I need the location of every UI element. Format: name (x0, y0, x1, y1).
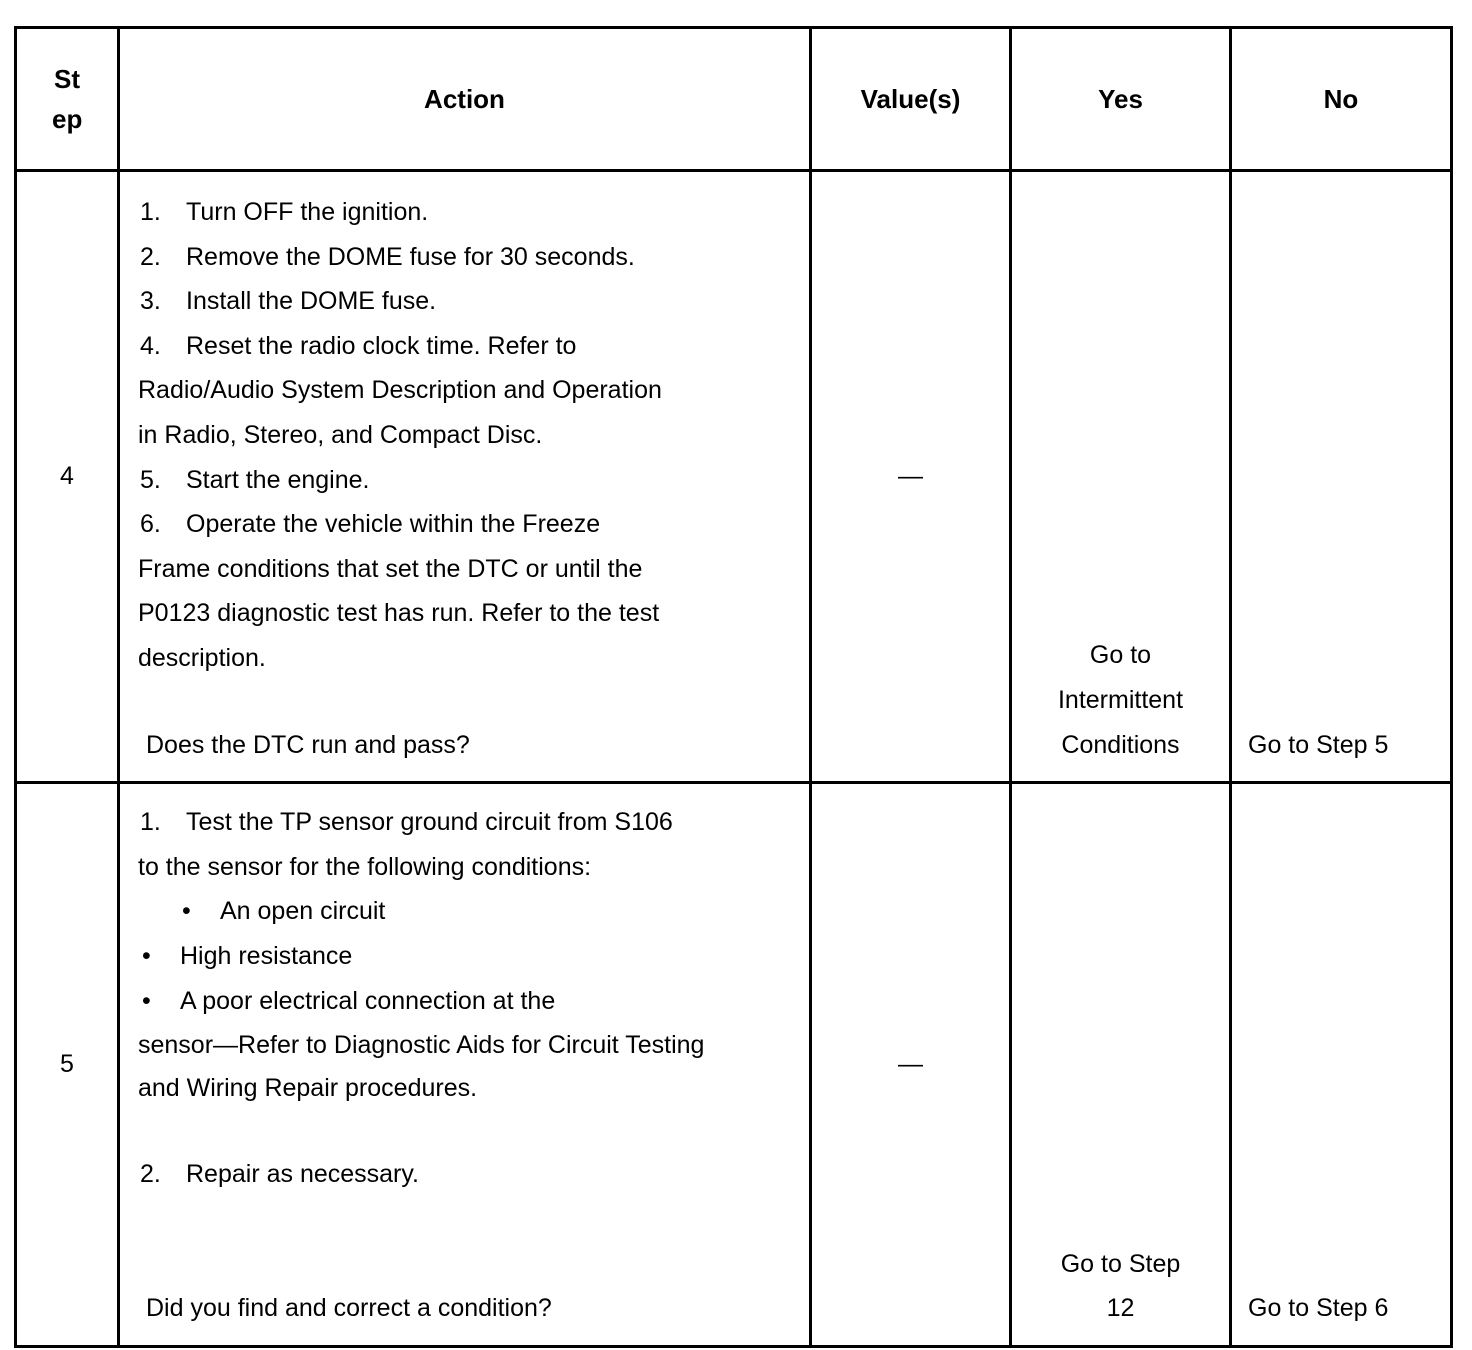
no-cell: Go to Step 5 (1231, 171, 1452, 783)
header-no: No (1231, 28, 1452, 171)
action-line: 2. Repair as necessary. (140, 1159, 419, 1188)
action-question: Does the DTC run and pass? (146, 730, 470, 759)
action-line: 1. Turn OFF the ignition. (140, 198, 429, 226)
no-cell: Go to Step 6 (1231, 783, 1452, 1347)
action-line: sensor—Refer to Diagnostic Aids for Circuit Testing (138, 1031, 705, 1060)
action-line: and Wiring Repair procedures. (138, 1073, 478, 1102)
yes-cell (1011, 171, 1231, 783)
header-step: St ep (16, 28, 119, 171)
header-row (16, 28, 1452, 171)
action-line: 3. Install the DOME fuse. (140, 287, 437, 316)
value-cell: — (811, 783, 1011, 1347)
yes-line: Intermittent (1057, 685, 1184, 714)
diagnostic-table (14, 26, 1453, 1348)
action-line: 5. Start the engine. (140, 465, 370, 494)
action-line: 6. Operate the vehicle within the Freeze (140, 510, 601, 539)
action-question: Did you find and correct a condition? (146, 1294, 552, 1323)
action-line: 4. Reset the radio clock time. Refer to (140, 331, 577, 360)
header-action: Action (119, 28, 811, 171)
yes-cell (1011, 783, 1231, 1347)
table-row (16, 783, 1452, 1347)
header-yes: Yes (1011, 28, 1231, 171)
action-line: in Radio, Stereo, and Compact Disc. (138, 420, 543, 449)
step-number: 4 (16, 171, 119, 783)
step-number: 5 (16, 783, 119, 1347)
header-values: Value(s) (811, 28, 1011, 171)
bullet-line: • High resistance (142, 941, 353, 970)
yes-line: Conditions (1061, 730, 1180, 759)
action-line: description. (138, 643, 266, 672)
action-line: P0123 diagnostic test has run. Refer to the test (138, 599, 660, 628)
action-line: Radio/Audio System Description and Operation (138, 376, 662, 405)
action-cell (119, 171, 811, 783)
bullet-line: • An open circuit (182, 897, 386, 926)
action-line: 1. Test the TP sensor ground circuit from S106 (140, 808, 673, 837)
yes-line: Go to Step (1060, 1249, 1181, 1278)
bullet-line: • A poor electrical connection at the (142, 986, 556, 1015)
yes-line: Go to (1089, 641, 1152, 670)
value-cell: — (811, 171, 1011, 783)
yes-line: 12 (1106, 1294, 1135, 1323)
action-line: to the sensor for the following conditions: (138, 852, 592, 881)
action-line: 2. Remove the DOME fuse for 30 seconds. (140, 242, 635, 271)
action-cell (119, 783, 811, 1347)
action-line: Frame conditions that set the DTC or until the (138, 554, 643, 583)
table-row (16, 171, 1452, 783)
